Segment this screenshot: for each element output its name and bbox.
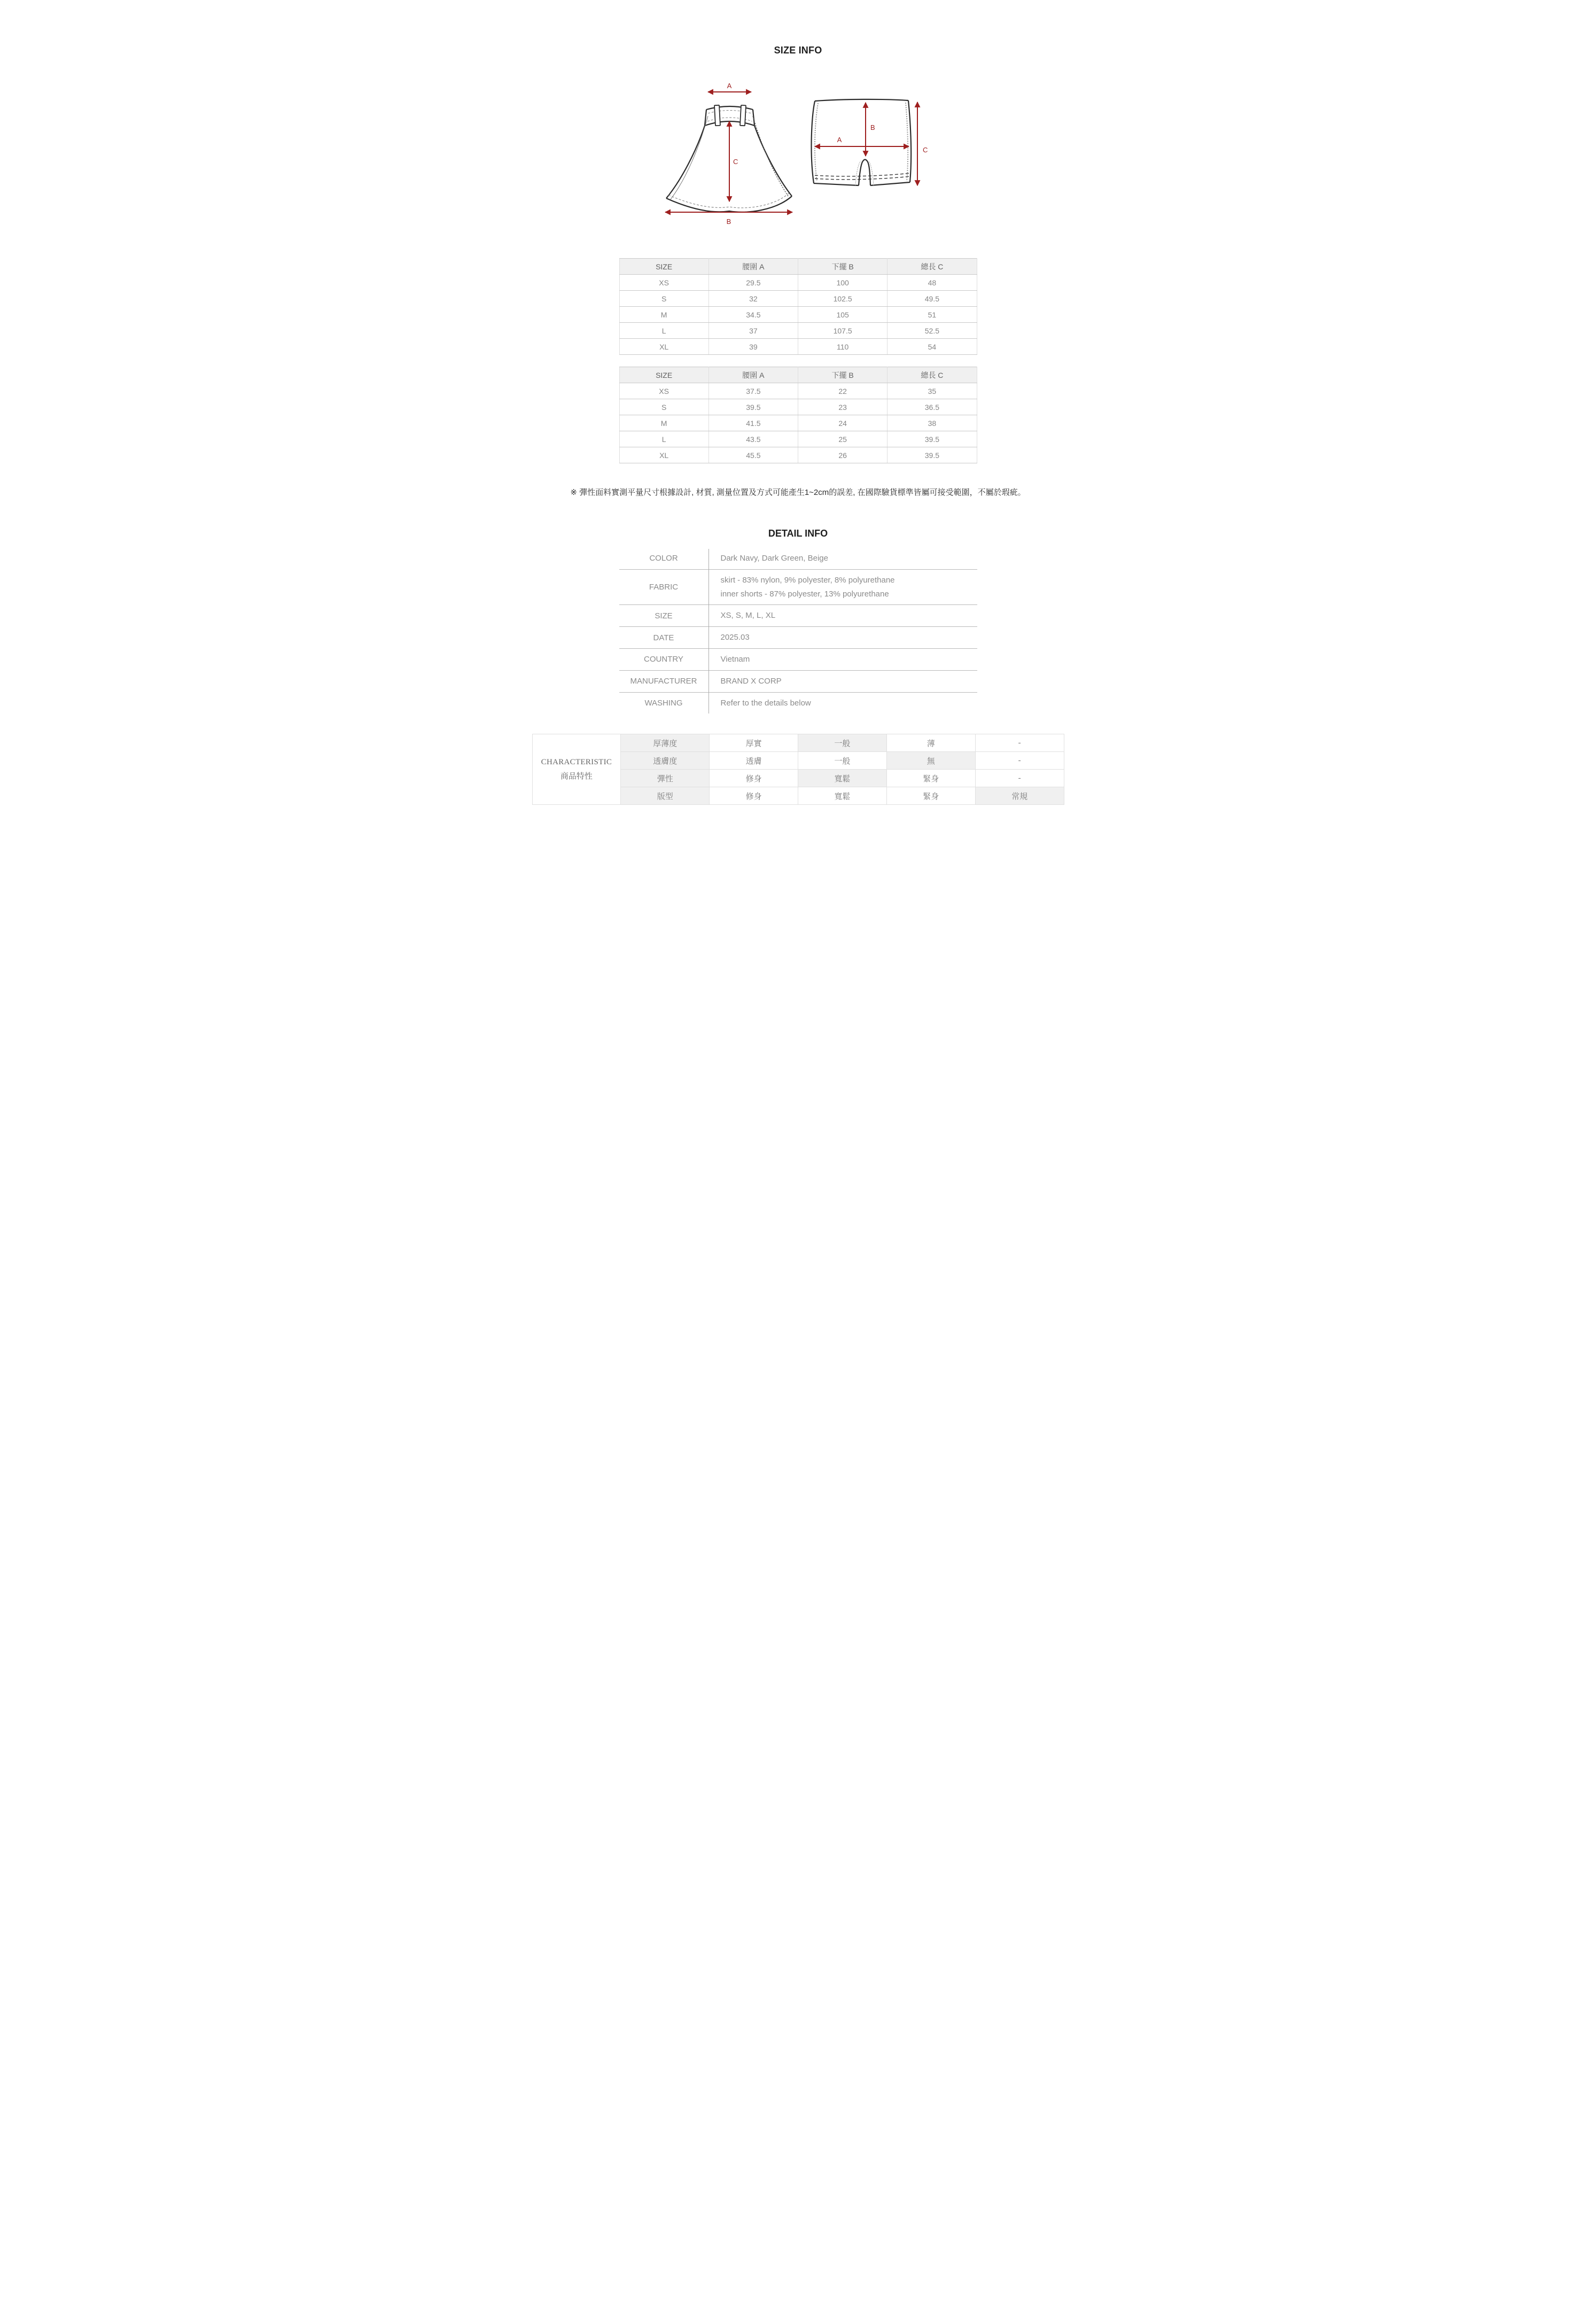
- measurement-value-cell: 43.5: [709, 431, 798, 447]
- size-column-header: 總長 C: [887, 259, 977, 275]
- detail-row: [619, 692, 977, 714]
- characteristic-row: [532, 734, 1064, 752]
- characteristic-option: 一般: [798, 752, 886, 770]
- measurement-value-cell: 39.5: [887, 431, 977, 447]
- measurement-value-cell: 37.5: [709, 383, 798, 399]
- measure-label-b: B: [870, 123, 875, 131]
- measure-label-b: B: [726, 218, 731, 226]
- size-column-header: SIZE: [619, 259, 709, 275]
- characteristic-option: 緊身: [886, 787, 975, 805]
- skirt-belt-loop: [714, 105, 720, 126]
- size-table-row: [619, 431, 977, 447]
- measurement-value-cell: 32: [709, 291, 798, 307]
- detail-value: [709, 671, 977, 692]
- measurement-note: ※ 彈性面料實測平量尺寸根據設計, 材質, 測量位置及方式可能產生1~2cm的誤差, 在國際驗貨標準皆屬可接受範圍，不屬於瑕疵。: [570, 488, 1026, 497]
- measurement-value-cell: 37: [709, 323, 798, 339]
- detail-value-line: skirt - 83% nylon, 9% polyester, 8% polyurethane: [720, 575, 895, 585]
- detail-value: [709, 548, 977, 569]
- size-table-inner-shorts: [619, 367, 977, 463]
- measure-label-c: C: [733, 158, 738, 166]
- size-table-row: [619, 307, 977, 323]
- detail-row: [619, 670, 977, 692]
- measurement-value-cell: 22: [798, 383, 887, 399]
- size-table-row: [619, 275, 977, 291]
- size-info-page: [510, 0, 1087, 839]
- characteristic-option-selected: 常規: [975, 787, 1064, 805]
- size-column-header: 總長 C: [887, 367, 977, 383]
- measurement-value-cell: 52.5: [887, 323, 977, 339]
- size-label-cell: L: [619, 323, 709, 339]
- measurement-diagrams: [510, 83, 1087, 231]
- size-column-header: 腰圍 A: [709, 259, 798, 275]
- size-column-header: 腰圍 A: [709, 367, 798, 383]
- size-column-header: 下擺 B: [798, 259, 887, 275]
- measurement-value-cell: 39.5: [709, 399, 798, 415]
- measurement-value-cell: 105: [798, 307, 887, 323]
- measurement-value-cell: 35: [887, 383, 977, 399]
- measurement-value-cell: 29.5: [709, 275, 798, 291]
- characteristic-option: -: [975, 770, 1064, 787]
- size-label-cell: XS: [619, 383, 709, 399]
- measurement-value-cell: 54: [887, 339, 977, 355]
- detail-label: SIZE: [655, 611, 673, 621]
- size-table-row: [619, 399, 977, 415]
- detail-label: COUNTRY: [644, 655, 683, 664]
- size-table-header-row: [619, 259, 977, 275]
- detail-value-line: Dark Navy, Dark Green, Beige: [720, 554, 828, 563]
- size-label-cell: L: [619, 431, 709, 447]
- detail-label: MANUFACTURER: [630, 677, 697, 686]
- characteristic-option: 修身: [710, 770, 798, 787]
- detail-value-line: inner shorts - 87% polyester, 13% polyurethane: [720, 589, 889, 599]
- characteristic-option: -: [975, 734, 1064, 752]
- size-label-cell: XL: [619, 339, 709, 355]
- characteristic-row-label: 透膚度: [621, 752, 710, 770]
- skirt-belt-loop: [740, 105, 746, 126]
- characteristic-title-cell: [532, 734, 621, 805]
- characteristic-table: [532, 734, 1064, 805]
- detail-value: [709, 570, 977, 605]
- measurement-value-cell: 45.5: [709, 447, 798, 463]
- detail-value: [709, 693, 977, 714]
- size-table-row: [619, 415, 977, 431]
- measurement-value-cell: 38: [887, 415, 977, 431]
- characteristic-option: 緊身: [886, 770, 975, 787]
- measurement-value-cell: 24: [798, 415, 887, 431]
- size-label-cell: S: [619, 399, 709, 415]
- size-info-title: SIZE INFO: [774, 45, 822, 56]
- detail-value-line: XS, S, M, L, XL: [720, 611, 776, 621]
- detail-row: [619, 548, 977, 569]
- detail-label: DATE: [653, 633, 674, 642]
- characteristic-option: -: [975, 752, 1064, 770]
- size-table-row: [619, 291, 977, 307]
- detail-row: [619, 604, 977, 626]
- measure-label-a: A: [727, 83, 731, 90]
- detail-info-title: DETAIL INFO: [768, 528, 828, 539]
- detail-value-line: 2025.03: [720, 633, 750, 642]
- detail-value: [709, 627, 977, 648]
- shorts-outline: [811, 99, 911, 185]
- detail-info-table: [619, 548, 977, 713]
- measurement-value-cell: 39.5: [887, 447, 977, 463]
- detail-row: [619, 569, 977, 605]
- detail-label: COLOR: [649, 554, 678, 563]
- size-table-row: [619, 383, 977, 399]
- characteristic-title-zh: 商品特性: [560, 772, 593, 781]
- size-table-header-row: [619, 367, 977, 383]
- measurement-value-cell: 34.5: [709, 307, 798, 323]
- characteristic-option: 薄: [886, 734, 975, 752]
- measure-label-a: A: [837, 136, 842, 144]
- detail-label: FABRIC: [649, 583, 679, 592]
- detail-row: [619, 648, 977, 670]
- characteristic-row-label: 版型: [621, 787, 710, 805]
- size-table-row: [619, 447, 977, 463]
- characteristic-row-label: 彈性: [621, 770, 710, 787]
- detail-value-line: Refer to the details below: [720, 698, 811, 708]
- measurement-value-cell: 26: [798, 447, 887, 463]
- skirt-diagram: [662, 83, 796, 226]
- detail-row: [619, 626, 977, 648]
- measurement-value-cell: 39: [709, 339, 798, 355]
- detail-value-line: Vietnam: [720, 654, 750, 664]
- size-table-row: [619, 339, 977, 355]
- measurement-value-cell: 110: [798, 339, 887, 355]
- characteristic-row-label: 厚薄度: [621, 734, 710, 752]
- size-column-header: 下擺 B: [798, 367, 887, 383]
- detail-value-line: BRAND X CORP: [720, 676, 782, 686]
- size-label-cell: XL: [619, 447, 709, 463]
- characteristic-option-selected: 無: [886, 752, 975, 770]
- measurement-value-cell: 25: [798, 431, 887, 447]
- measurement-value-cell: 23: [798, 399, 887, 415]
- measurement-value-cell: 102.5: [798, 291, 887, 307]
- detail-value: [709, 605, 977, 626]
- characteristic-option: 修身: [710, 787, 798, 805]
- size-label-cell: S: [619, 291, 709, 307]
- characteristic-option: 厚實: [710, 734, 798, 752]
- size-label-cell: M: [619, 415, 709, 431]
- measurement-value-cell: 36.5: [887, 399, 977, 415]
- measurement-value-cell: 49.5: [887, 291, 977, 307]
- size-column-header: SIZE: [619, 367, 709, 383]
- measurement-value-cell: 100: [798, 275, 887, 291]
- characteristic-option: 透膚: [710, 752, 798, 770]
- characteristic-option-selected: 一般: [798, 734, 886, 752]
- characteristic-title-en: CHARACTERISTIC: [541, 757, 612, 766]
- shorts-diagram: [806, 95, 935, 201]
- measure-label-c: C: [922, 146, 928, 154]
- detail-label: WASHING: [644, 698, 683, 708]
- measurement-value-cell: 107.5: [798, 323, 887, 339]
- measurement-value-cell: 41.5: [709, 415, 798, 431]
- size-label-cell: XS: [619, 275, 709, 291]
- size-table-row: [619, 323, 977, 339]
- size-table-skirt: [619, 258, 977, 355]
- measurement-value-cell: 51: [887, 307, 977, 323]
- characteristic-option-selected: 寬鬆: [798, 770, 886, 787]
- measurement-value-cell: 48: [887, 275, 977, 291]
- size-label-cell: M: [619, 307, 709, 323]
- characteristic-option: 寬鬆: [798, 787, 886, 805]
- detail-value: [709, 649, 977, 670]
